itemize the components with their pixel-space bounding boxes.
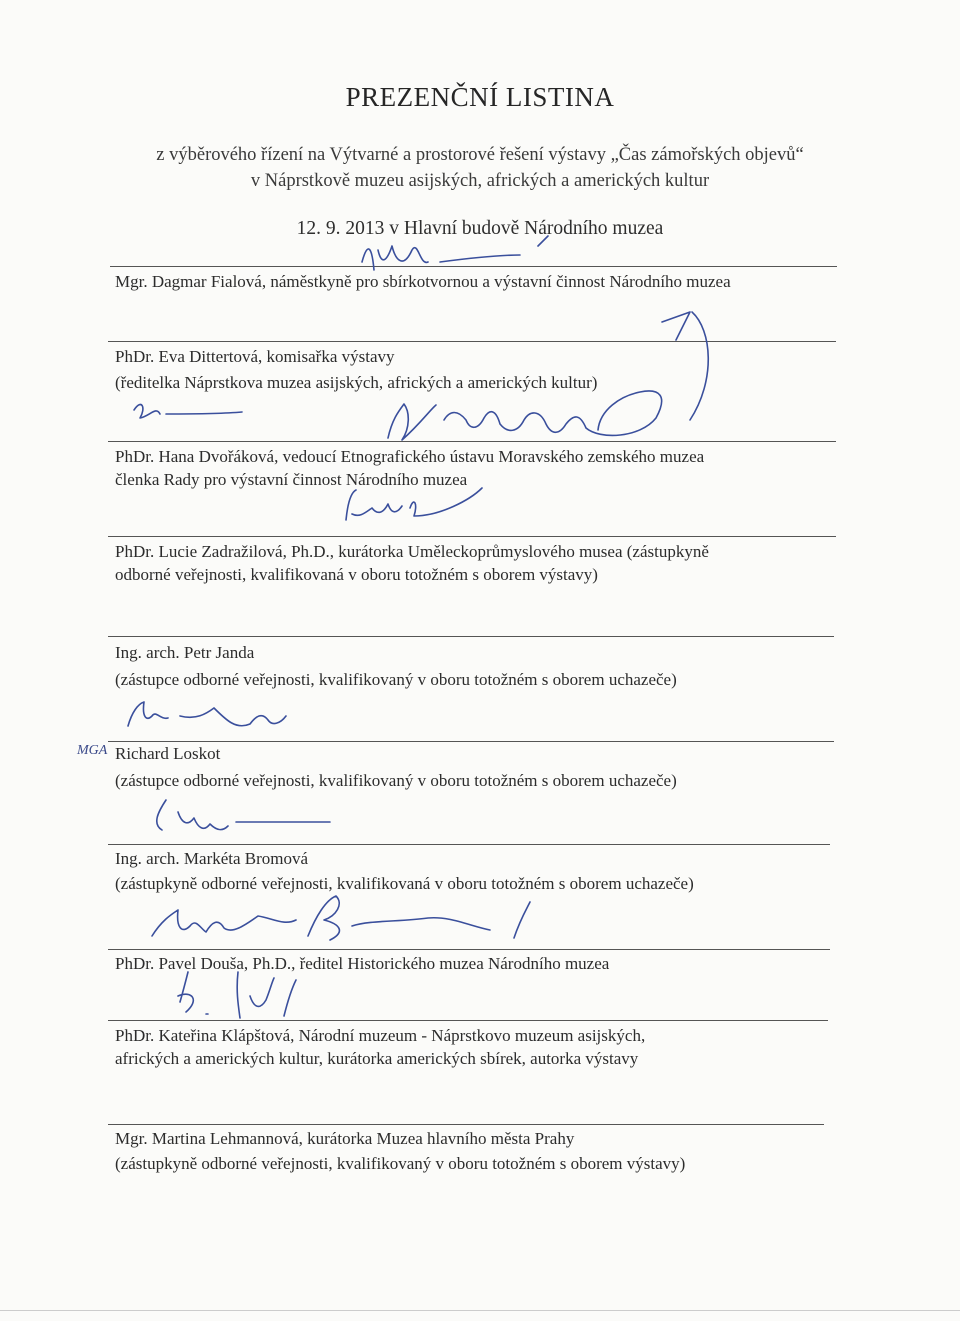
signature-line [108,1124,824,1125]
attendee-line: PhDr. Hana Dvořáková, vedoucí Etnografického ústavu Moravského zemského muzea [115,447,705,466]
attendee-entry [115,641,677,691]
attendee-line: (zástupce odborné veřejnosti, kvalifikovaný v oboru totožném s oborem uchazeče) [115,771,677,790]
attendee-line: Mgr. Martina Lehmannová, kurátorka Muzea hlavního města Prahy [115,1129,575,1148]
attendee-line: odborné veřejnosti, kvalifikovaná v oboru totožném s oborem výstavy) [115,565,598,584]
date-location-line: 12. 9. 2013 v Hlavní budově Národního muzea [296,218,664,239]
subtitle-line-1: z výběrového řízení na Výtvarné a prostorové řešení výstavy „Čas zámořských objevů“ [156,145,804,165]
subtitle-line-2: v Náprstkově muzeu asijských, afrických a amerických kultur [250,171,710,191]
attendee-entry [115,540,709,586]
attendee-entry [115,270,731,293]
attendee-line: PhDr. Eva Dittertová, komisařka výstavy [115,347,395,366]
signature-janda [128,702,286,726]
signature-dvorakova [346,488,482,520]
attendee-line: (ředitelka Náprstkova muzea asijských, afrických a amerických kultur) [115,373,598,392]
attendee-line: afrických a amerických kultur, kurátorka amerických sbírek, autorka výstavy [115,1049,639,1068]
signature-line [108,636,834,637]
attendee-line: členka Rady pro výstavní činnost Národního muzea [115,470,468,489]
signature-bromova [152,896,530,940]
attendee-entry [115,742,677,792]
attendee-line: PhDr. Kateřina Klápštová, Národní muzeum - Náprstkovo muzeum asijských, [115,1026,646,1045]
attendee-line: Ing. arch. Petr Janda [115,643,255,662]
attendee-entry [115,445,704,491]
signature-line [108,844,830,845]
signature-dittertova-arrow [662,312,708,420]
attendee-line: PhDr. Pavel Douša, Ph.D., ředitel Historického muzea Národního muzea [115,954,610,973]
signature-fialova [362,236,548,270]
attendee-line: Ing. arch. Markéta Bromová [115,849,309,868]
attendee-entry [115,1024,645,1070]
handwritten-annotation: MGA [77,743,108,758]
attendee-entry [115,952,609,975]
signature-loskot [157,800,330,830]
signature-dittertova [388,391,662,440]
signature-dousa [178,972,296,1018]
attendee-line: Mgr. Dagmar Fialová, náměstkyně pro sbírkotvornou a výstavní činnost Národního muzea [115,272,731,291]
signature-line [108,1020,828,1021]
document-title: PREZENČNÍ LISTINA [345,82,615,112]
attendee-entry [115,847,694,895]
signature-line [108,341,836,342]
attendee-line: (zástupce odborné veřejnosti, kvalifikovaný v oboru totožném s oborem uchazeče) [115,670,677,689]
signature-line [108,536,836,537]
attendee-line: (zástupkyně odborné veřejnosti, kvalifikovaná v oboru totožném s oborem uchazeče) [115,874,694,893]
signature-line [110,266,837,267]
signature-small-left [134,405,242,418]
attendee-line: Richard Loskot [115,744,221,763]
attendee-entry [115,1127,685,1175]
attendee-line: PhDr. Lucie Zadražilová, Ph.D., kurátorka Uměleckoprůmyslového musea (zástupkyně [115,542,709,561]
signature-line [108,949,830,950]
page-bottom-edge [0,1310,960,1311]
attendee-line: (zástupkyně odborné veřejnosti, kvalifikovaný v oboru totožném s oborem výstavy) [115,1154,686,1173]
document-subtitle [0,142,960,194]
attendee-entry [115,345,597,394]
signature-line [108,441,836,442]
